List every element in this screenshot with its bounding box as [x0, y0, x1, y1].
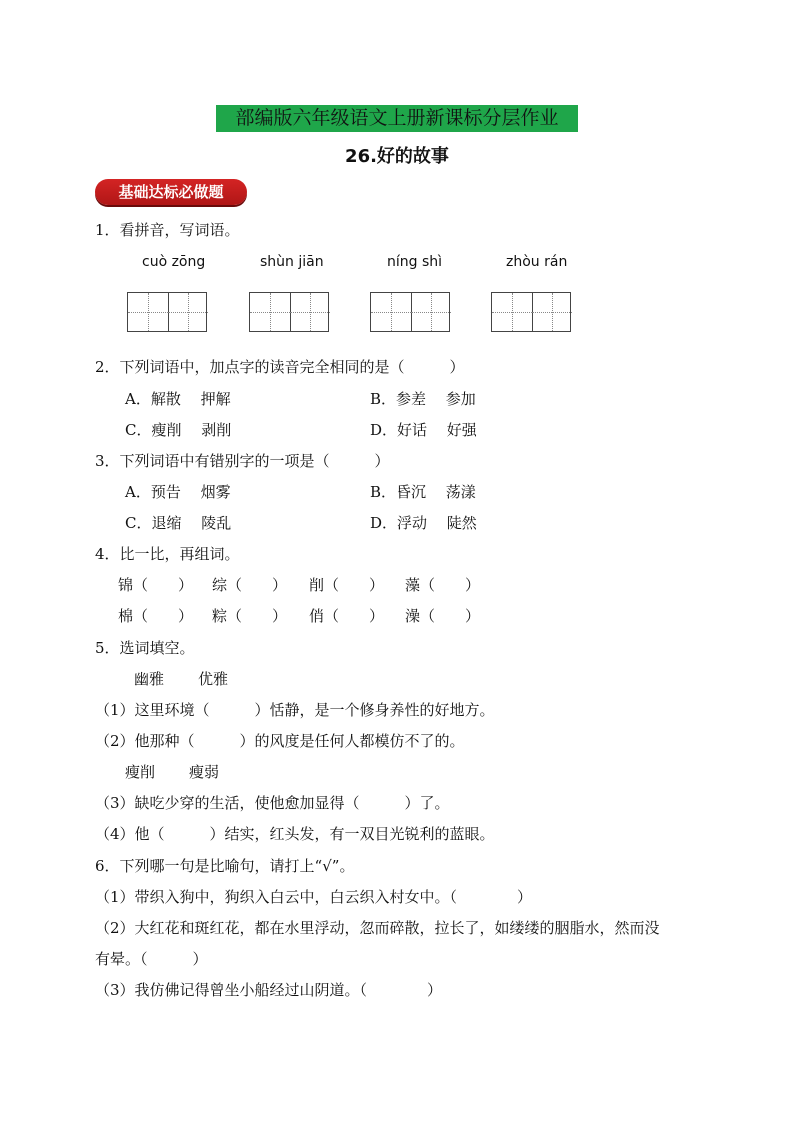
- word-choice-4: 瘦弱: [189, 763, 220, 781]
- pinyin-4: zhòu rán: [506, 254, 568, 270]
- question-2-stem: 2．下列词语中，加点字的读音完全相同的是（ ）: [95, 358, 465, 376]
- metaphor-item-1: （1）带织入狗中，狗织入白云中，白云织入村女中。（ ）: [95, 888, 533, 906]
- question-2-option-b[interactable]: B．参差 参加: [370, 390, 476, 408]
- compare-word-3: 削（ ）: [309, 576, 385, 594]
- compare-word-4: 藻（ ）: [405, 576, 481, 594]
- writing-grid-1[interactable]: [127, 292, 207, 332]
- question-2-option-d[interactable]: D．好话 好强: [370, 421, 477, 439]
- question-4-stem: 4．比一比，再组词。: [95, 545, 240, 563]
- compare-word-6: 粽（ ）: [212, 607, 288, 625]
- pinyin-3: níng shì: [387, 254, 443, 270]
- writing-grid-3[interactable]: [370, 292, 450, 332]
- fill-item-2: （2）他那种（ ）的风度是任何人都模仿不了的。: [95, 732, 465, 750]
- word-choice-1: 幽雅: [134, 670, 165, 688]
- word-choice-3: 瘦削: [125, 763, 156, 781]
- compare-word-1: 锦（ ）: [118, 576, 194, 594]
- question-6-stem: 6．下列哪一句是比喻句，请打上“√”。: [95, 857, 355, 875]
- question-2-option-a[interactable]: A．解散 押解: [125, 390, 231, 408]
- fill-item-3: （3）缺吃少穿的生活，使他愈加显得（ ）了。: [95, 794, 450, 812]
- question-1-stem: 1．看拼音，写词语。: [95, 221, 240, 239]
- worksheet-banner: 部编版六年级语文上册新课标分层作业: [216, 105, 578, 132]
- fill-item-4: （4）他（ ）结实，红头发，有一双目光锐利的蓝眼。: [95, 825, 495, 843]
- word-choice-2: 优雅: [198, 670, 229, 688]
- compare-word-5: 棉（ ）: [118, 607, 194, 625]
- question-5-stem: 5．选词填空。: [95, 639, 195, 657]
- pinyin-1: cuò zōng: [142, 254, 206, 270]
- question-2-option-c[interactable]: C．瘦削 剥削: [125, 421, 232, 439]
- metaphor-item-2-line-2: 有晕。（ ）: [95, 950, 208, 968]
- writing-grid-4[interactable]: [491, 292, 571, 332]
- lesson-title: 26.好的故事: [345, 146, 449, 167]
- question-3-option-a[interactable]: A．预告 烟雾: [125, 483, 231, 501]
- question-3-option-b[interactable]: B．昏沉 荡漾: [370, 483, 476, 501]
- section-badge: 基础达标必做题: [95, 179, 247, 205]
- question-3-option-d[interactable]: D．浮动 陡然: [370, 514, 477, 532]
- metaphor-item-2-line-1: （2）大红花和斑红花，都在水里浮动，忽而碎散，拉长了，如缕缕的胭脂水，然而没: [95, 919, 660, 937]
- compare-word-2: 综（ ）: [212, 576, 288, 594]
- fill-item-1: （1）这里环境（ ）恬静，是一个修身养性的好地方。: [95, 701, 495, 719]
- question-3-stem: 3．下列词语中有错别字的一项是（ ）: [95, 452, 390, 470]
- compare-word-8: 澡（ ）: [405, 607, 481, 625]
- writing-grid-2[interactable]: [249, 292, 329, 332]
- pinyin-2: shùn jiān: [260, 254, 324, 270]
- compare-word-7: 俏（ ）: [309, 607, 385, 625]
- question-3-option-c[interactable]: C．退缩 陵乱: [125, 514, 232, 532]
- metaphor-item-3: （3）我仿佛记得曾坐小船经过山阴道。（ ）: [95, 981, 443, 999]
